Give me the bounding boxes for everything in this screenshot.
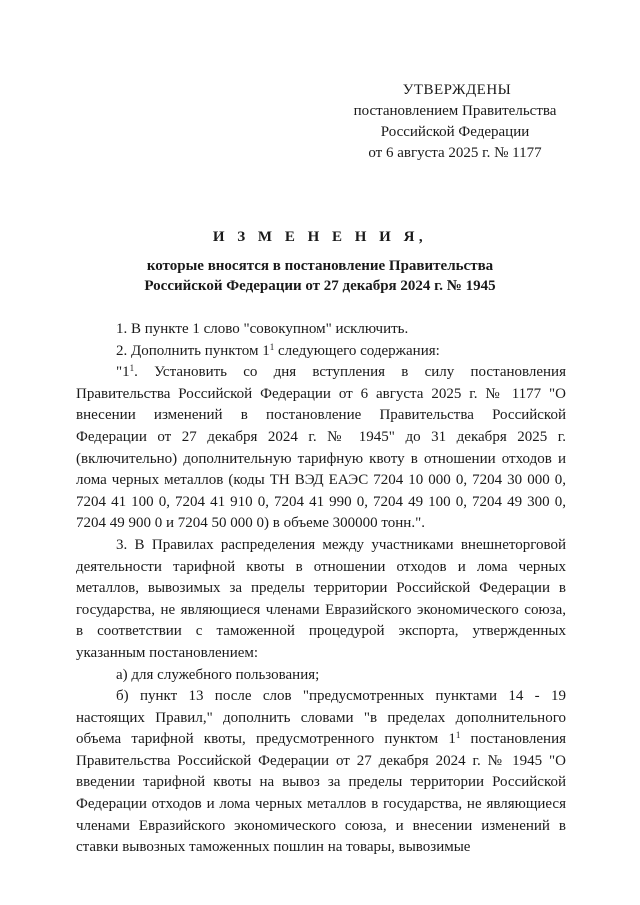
approved-label: УТВЕРЖДЕНЫ [402,82,512,98]
paragraph-2-text-end: следующего содержания: [274,342,440,359]
paragraph-6-text-start: б) пункт 13 после слов "предусмотренных пунктами 14 - 19 настоящих Правил," дополнить словами "в пределах дополнительного объема тарифной квоты, предусмотренного пунктом 1 [76,688,566,748]
subtitle-line-1: которые вносятся в постановление Правительства [146,258,494,274]
paragraph-1: 1. В пункте 1 слово "совокупном" исключить. [116,321,409,337]
paragraph-5: а) для служебного пользования; [116,666,320,683]
paragraph-3-superscript: 1 [129,363,135,374]
approval-line-3: от 6 августа 2025 г. № 1177 [368,145,542,161]
paragraph-6-superscript: 1 [455,730,461,741]
document-body [76,319,566,859]
document-title-block [70,226,570,296]
paragraph-6-text-end: постановления Правительства Российской Федерации от 27 декабря 2024 г. № 1945 "О введении тарифной квоты на вывоз за пределы территории Российской Федерации отходов и лома черных металлов в государства, не являющиеся членами Евразийского экономического союза, и внесении изменений в ставки вывозных таможенных пошлин на товары, вывозимые [76,731,566,856]
approval-line-2: Российской Федерации [380,124,530,140]
document-title: И З М Е Н Е Н И Я, [212,229,428,245]
approval-stamp [330,80,580,164]
paragraph-3-text: . Установить со дня вступления в силу постановления Правительства Российской Федерации от 6 августа 2025 г. № 1177 "О внесении изменений в постановление Правительства Российской Федерации от 27 декабря 2024 г. № 1945" до 31 декабря 2025 г. (включительно) дополнительную тарифную квоту в отношении отходов и лома черных металлов (коды ТН ВЭД ЕАЭС 7204 10 000 0, 7204 30 000 0, 7204 41 100 0, 7204 41 910 0, 7204 41 990 0, 7204 49 100 0, 7204 49 300 0, 7204 49 900 0 и 7204 50 000 0) в объеме 300000 тонн.". [76,364,566,532]
paragraph-6 [76,686,566,859]
paragraph-2 [76,341,566,363]
paragraph-3-open: "1 [116,364,130,381]
approval-line-1: постановлением Правительства [353,103,557,119]
paragraph-2-superscript: 1 [269,341,275,352]
paragraph-4: 3. В Правилах распределения между участниками внешнеторговой деятельности тарифной квоты в отношении отходов и лома черных металлов, вывозимых за пределы территории Российской Федерации в государства, не являющиеся членами Евразийского экономического союза, в соответствии с таможенной процедурой экспорта, утвержденных указанным постановлением: [76,536,566,661]
document-subtitle [70,256,570,296]
subtitle-line-2: Российской Федерации от 27 декабря 2024 г. № 1945 [144,278,496,294]
paragraph-2-text-start: 2. Дополнить пунктом 1 [116,342,270,359]
paragraph-3 [76,362,566,535]
